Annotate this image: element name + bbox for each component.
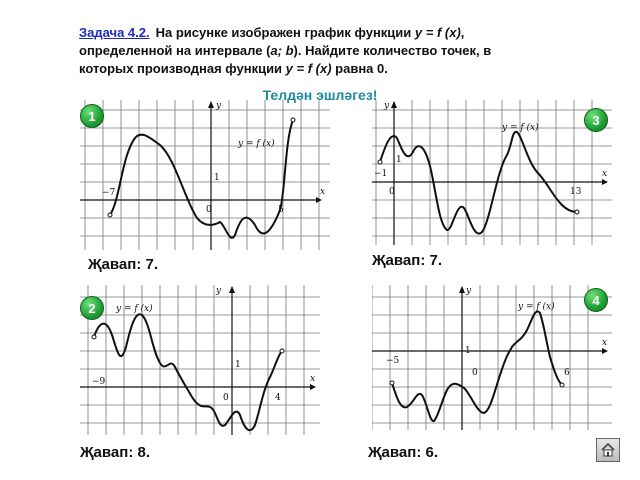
tick-zero: 0: [472, 368, 478, 378]
task-statement: [79, 24, 549, 78]
answer-4: Җавап: 6.: [368, 444, 438, 461]
subtitle: Телдән эшләгез!: [262, 87, 378, 103]
answer-3: Җавап: 7.: [372, 252, 442, 269]
function-label: y = f (x): [238, 139, 275, 149]
graph-3: [372, 100, 612, 245]
badge-4: 4: [584, 288, 608, 312]
axis-y-label: y: [216, 101, 222, 111]
task-number: Задача 4.2.: [79, 25, 150, 40]
graph-panel-1: [80, 100, 330, 250]
function-label: y = f (x): [518, 302, 555, 312]
tick-left: −5: [386, 356, 400, 366]
axis-y-label: y: [466, 286, 472, 296]
function-label: y = f (x): [116, 304, 153, 314]
tick-right: 5: [278, 205, 284, 215]
home-button[interactable]: [596, 438, 620, 462]
axis-y-label: y: [384, 101, 390, 111]
tick-left: −9: [92, 377, 106, 387]
axis-x-label: x: [310, 374, 316, 384]
axis-y-label: y: [216, 286, 222, 296]
tick-zero: 0: [206, 205, 212, 215]
grid-4: [372, 285, 612, 430]
tick-left: −7: [102, 188, 116, 198]
tick-zero: 0: [223, 393, 229, 403]
badge-2: 2: [80, 296, 104, 320]
badge-1: 1: [80, 104, 104, 128]
function-label: y = f (x): [502, 123, 539, 133]
graph-panel-3: [372, 100, 612, 245]
task-func: y = f (x): [414, 25, 461, 40]
tick-one: 1: [214, 173, 220, 183]
graph-4: [372, 285, 612, 430]
graph-1: [80, 100, 330, 250]
task-text-2: , определенной на интервале (: [79, 25, 465, 58]
task-interval: a; b: [270, 43, 294, 58]
axis-x-label: x: [602, 338, 608, 348]
tick-left: −1: [374, 169, 388, 179]
tick-zero: 0: [389, 187, 395, 197]
task-func-2: y = f (x): [285, 61, 332, 76]
tick-right: 4: [275, 393, 281, 403]
axis-x-label: x: [602, 169, 608, 179]
graph-2: [80, 285, 320, 435]
tick-right: 6: [564, 368, 570, 378]
tick-one: 1: [396, 155, 402, 165]
graph-panel-4: [372, 285, 612, 430]
task-text-1: На рисунке изображен график функции: [155, 25, 415, 40]
answer-1: Җавап: 7.: [88, 256, 158, 273]
answer-2: Җавап: 8.: [80, 444, 150, 461]
home-icon: [600, 442, 616, 458]
graph-panel-2: [80, 285, 320, 435]
tick-one: 1: [465, 346, 471, 356]
axis-x-label: x: [320, 187, 326, 197]
tick-right: 13: [570, 187, 582, 197]
tick-one: 1: [235, 360, 241, 370]
task-text-4: равна 0.: [331, 61, 388, 76]
badge-3: 3: [584, 108, 608, 132]
task-text-3: ). Найдите количество точек, в которых производная функции: [79, 43, 492, 76]
grid-3: [372, 100, 612, 245]
